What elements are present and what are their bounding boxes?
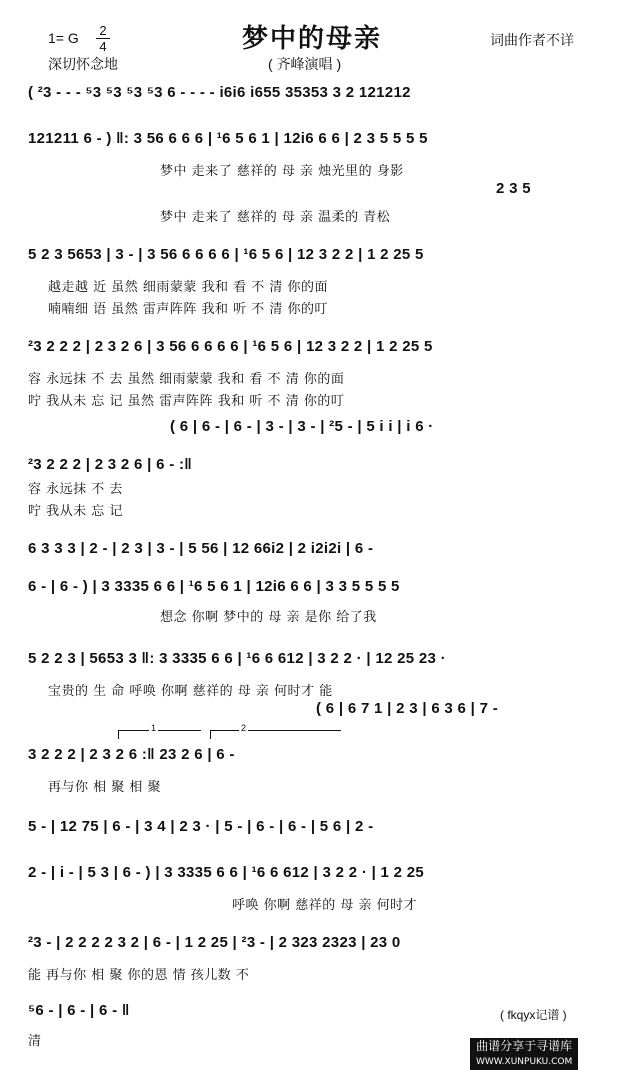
time-signature (96, 24, 110, 53)
watermark-url: WWW.XUNPUKU.COM (470, 1054, 578, 1070)
key-signature (48, 30, 79, 46)
score-system (28, 934, 401, 951)
notation-line: ( 6 | 6 - | 6 - | 3 - | 3 - | ²5 - | 5 i i | i 6 · (170, 418, 434, 435)
notation-line: 6 - | 6 - ) | 3 3335 6 6 | ¹6 5 6 1 | 12i6 6 6 | 3 3 5 5 5 5 (28, 578, 400, 595)
notation-line: ( 6 | 6 7 1 | 2 3 | 6 3 6 | 7 - (316, 700, 499, 717)
credit-text: 词曲作者不详 (490, 32, 574, 48)
notation-line: ( ²3 - - - ⁵3 ⁵3 ⁵3 ⁵3 6 - - - - i6i6 i655 35353 3 2 121212 (28, 84, 411, 101)
time-signature-bottom: 4 (99, 39, 107, 54)
score-system (170, 418, 434, 435)
score-system (28, 540, 373, 557)
watermark-text: 曲谱分享于寻谱库 (470, 1038, 578, 1054)
notation-line: ²3 2 2 2 | 2 3 2 6 | 6 - :‖ (28, 456, 193, 473)
lyric-line: 呼唤 你啊 慈祥的 母 亲 何时才 (232, 898, 418, 913)
score-system (28, 84, 411, 101)
alt-notation: 2 3 5 (496, 180, 531, 197)
score-system (28, 578, 400, 595)
notation-line: ²3 2 2 2 | 2 3 2 6 | 3 56 6 6 6 6 | ¹6 5 6 | 12 3 2 2 | 1 2 25 5 (28, 338, 433, 355)
score-system (28, 456, 192, 473)
notation-line: 6 3 3 3 | 2 - | 2 3 | 3 - | 5 56 | 12 66i2 | 2 i2i2i | 6 - (28, 540, 374, 557)
notation-line: ²3 - | 2 2 2 2 3 2 | 6 - | 1 2 25 | ²3 - | 2 323 2323 | 23 0 (28, 934, 401, 951)
watermark-badge[interactable] (470, 1038, 578, 1070)
lyric-line: 喃喃细 语 虽然 雷声阵阵 我和 听 不 清 你的叮 (48, 302, 329, 317)
lyric-line: 梦中 走来了 慈祥的 母 亲 温柔的 青松 (160, 210, 391, 225)
notation-line: 5 - | 12 75 | 6 - | 3 4 | 2 3 · | 5 - | 6 - | 6 - | 5 6 | 2 - (28, 818, 374, 835)
score-system (28, 130, 428, 147)
volta-number: 2 (241, 723, 247, 733)
expression-text: 深切怀念地 (48, 56, 118, 72)
song-title: 梦中的母亲 (242, 23, 383, 53)
score-system (28, 746, 235, 763)
volta-bracket-1 (118, 723, 201, 739)
lyric-line: 清 (28, 1034, 42, 1049)
score-system (28, 864, 424, 881)
score-system (28, 818, 373, 835)
lyric-line: 再与你 相 聚 相 聚 (48, 780, 162, 795)
volta-bracket-2 (210, 723, 341, 739)
notation-line: 2 - | i - | 5 3 | 6 - ) | 3 3335 6 6 | ¹6 6 612 | 3 2 2 · | 1 2 25 (28, 864, 425, 881)
time-signature-top: 2 (99, 23, 107, 38)
lyric-line: 想念 你啊 梦中的 母 亲 是你 给了我 (160, 610, 377, 625)
lyric-line: 能 再与你 相 聚 你的恩 情 孩儿数 不 (28, 968, 250, 983)
notation-line: ⁵6 - | 6 - | 6 - ‖ (28, 1002, 130, 1019)
lyric-line: 咛 我从未 忘 记 虽然 雷声阵阵 我和 听 不 清 你的叮 (28, 394, 345, 409)
lyric-line: 容 永远抹 不 去 虽然 细雨蒙蒙 我和 看 不 清 你的面 (28, 372, 345, 387)
notation-line: 5 2 2 3 | 5653 3 ‖: 3 3335 6 6 | ¹6 6 612 | 3 2 2 · | 12 25 23 · (28, 650, 446, 667)
score-system (316, 700, 498, 717)
score-system (28, 246, 424, 263)
notation-line: 3 2 2 2 | 2 3 2 6 :‖ 23 2 6 | 6 - (28, 746, 235, 763)
key-label: 1= G (48, 30, 79, 46)
transcriber-credit: ( fkqyx记谱 ) (500, 1008, 567, 1022)
lyric-line: 越走越 近 虽然 细雨蒙蒙 我和 看 不 清 你的面 (48, 280, 329, 295)
notation-line: 121211 6 - ) ‖: 3 56 6 6 6 | ¹6 5 6 1 | 12i6 6 6 | 2 3 5 5 5 5 (28, 130, 428, 147)
score-system (28, 650, 446, 667)
lyric-line: 咛 我从未 忘 记 (28, 504, 123, 519)
performer-text: ( 齐峰演唱 ) (268, 56, 342, 72)
score-system (28, 1002, 130, 1019)
volta-number: 1 (151, 723, 157, 733)
notation-line: 5 2 3 5653 | 3 - | 3 56 6 6 6 6 | ¹6 5 6 | 12 3 2 2 | 1 2 25 5 (28, 246, 424, 263)
lyric-line: 容 永远抹 不 去 (28, 482, 123, 497)
score-system (28, 338, 433, 355)
lyric-line: 梦中 走来了 慈祥的 母 亲 烛光里的 身影 (160, 164, 404, 179)
lyric-line: 宝贵的 生 命 呼唤 你啊 慈祥的 母 亲 何时才 能 (48, 684, 333, 699)
